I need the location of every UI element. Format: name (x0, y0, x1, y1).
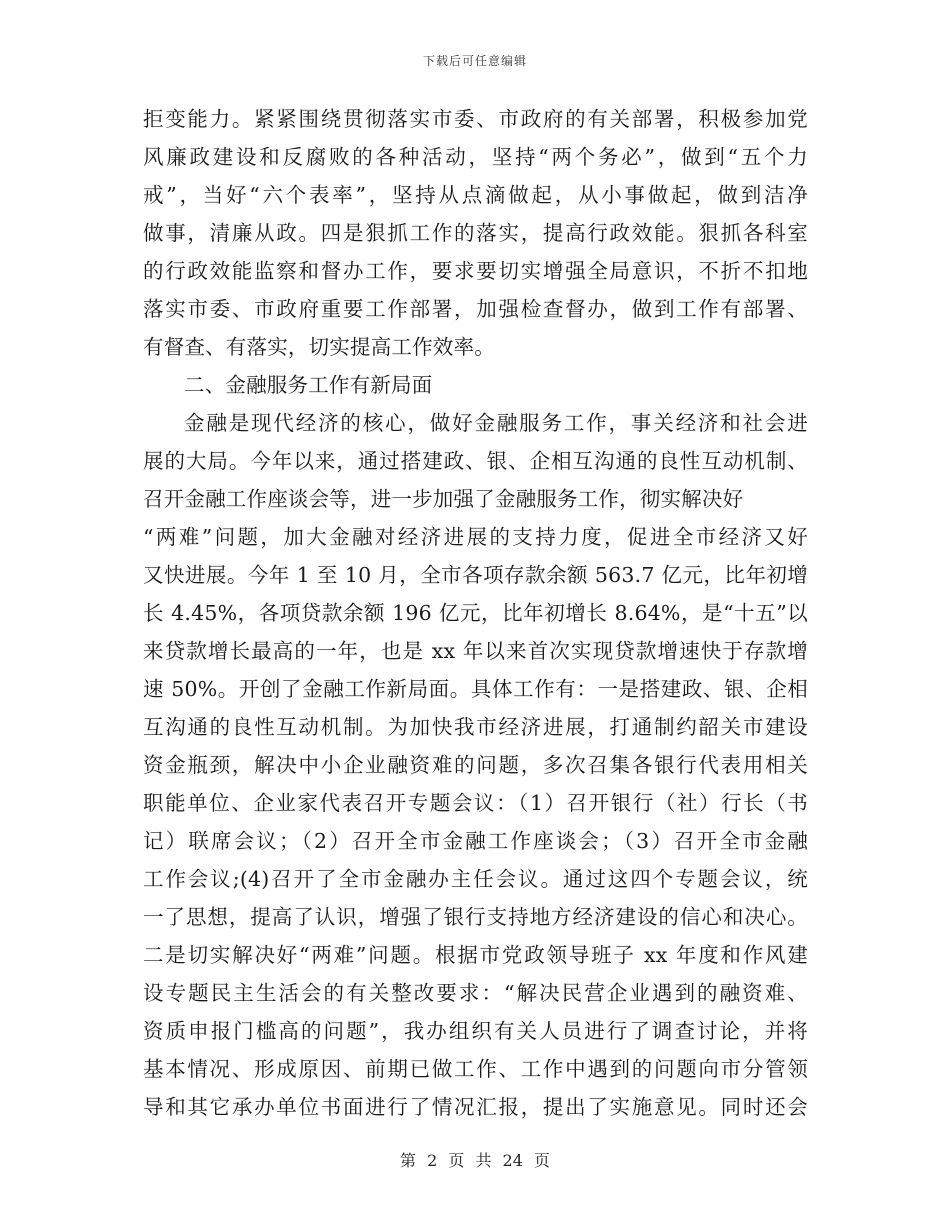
section-heading: 二、金融服务工作有新局面 (184, 373, 433, 397)
text-line: 资质申报门槛高的问题”，我办组织有关人员进行了调查讨论，并将 (143, 1019, 808, 1043)
text-line: 二是切实解决好“两难”问题。根据市党政领导班子 xx 年度和作风建 (143, 943, 808, 967)
text-line: 拒变能力。紧紧围绕贯彻落实市委、市政府的有关部署，积极参加党 (143, 107, 808, 131)
page-header: 下载后可任意编辑 (422, 54, 527, 68)
text-line: 工作会议;(4)召开了全市金融办主任会议。通过这四个专题会议，统 (143, 867, 808, 891)
text-line: 做事，清廉从政。四是狠抓工作的落实，提高行政效能。狠抓各科室 (143, 221, 808, 245)
text-line: 职能单位、企业家代表召开专题会议：（1）召开银行（社）行长（书 (143, 791, 808, 815)
text-line: 基本情况、形成原因、前期已做工作、工作中遇到的问题向市分管领 (143, 1057, 808, 1081)
text-line: 落实市委、市政府重要工作部署，加强检查督办，做到工作有部署、 (143, 297, 808, 321)
text-line: 一了思想，提高了认识，增强了银行支持地方经济建设的信心和决心。 (143, 905, 808, 929)
text-line: 召开金融工作座谈会等，进一步加强了金融服务工作，彻实解决好 (143, 487, 744, 511)
text-line: 设专题民主生活会的有关整改要求：“解决民营企业遇到的融资难、 (143, 981, 808, 1005)
text-line: 来贷款增长最高的一年，也是 xx 年以来首次实现贷款增速快于存款增 (143, 639, 808, 663)
text-line: 风廉政建设和反腐败的各种活动，坚持“两个务必”，做到“五个力 (143, 145, 808, 169)
text-line: 有督查、有落实，切实提高工作效率。 (143, 335, 495, 359)
text-line: 导和其它承办单位书面进行了情况汇报，提出了实施意见。同时还会 (143, 1095, 808, 1119)
text-line: 金融是现代经济的核心，做好金融服务工作，事关经济和社会进 (184, 411, 808, 435)
text-line: 的行政效能监察和督办工作，要求要切实增强全局意识，不折不扣地 (143, 259, 808, 283)
text-line: 又快进展。今年 1 至 10 月，全市各项存款余额 563.7 亿元，比年初增 (143, 563, 808, 587)
text-line: 互沟通的良性互动机制。为加快我市经济进展，打通制约韶关市建设 (143, 715, 808, 739)
text-line: 记）联席会议；（2）召开全市金融工作座谈会；（3）召开全市金融 (143, 829, 808, 853)
document-body (143, 100, 808, 1126)
text-line: 展的大局。今年以来，通过搭建政、银、企相互沟通的良性互动机制、 (143, 449, 808, 473)
text-line: “两难”问题，加大金融对经济进展的支持力度，促进全市经济又好 (143, 525, 808, 549)
text-line: 资金瓶颈，解决中小企业融资难的问题，多次召集各银行代表用相关 (143, 753, 808, 777)
text-line: 戒”，当好“六个表率”，坚持从点滴做起，从小事做起，做到洁净 (143, 183, 808, 207)
text-line: 速 50%。开创了金融工作新局面。具体工作有：一是搭建政、银、企相 (143, 677, 808, 701)
page-number: 第 2 页 共 24 页 (400, 1151, 550, 1170)
text-line: 长 4.45%，各项贷款余额 196 亿元，比年初增长 8.64%，是“十五”以 (143, 601, 808, 625)
